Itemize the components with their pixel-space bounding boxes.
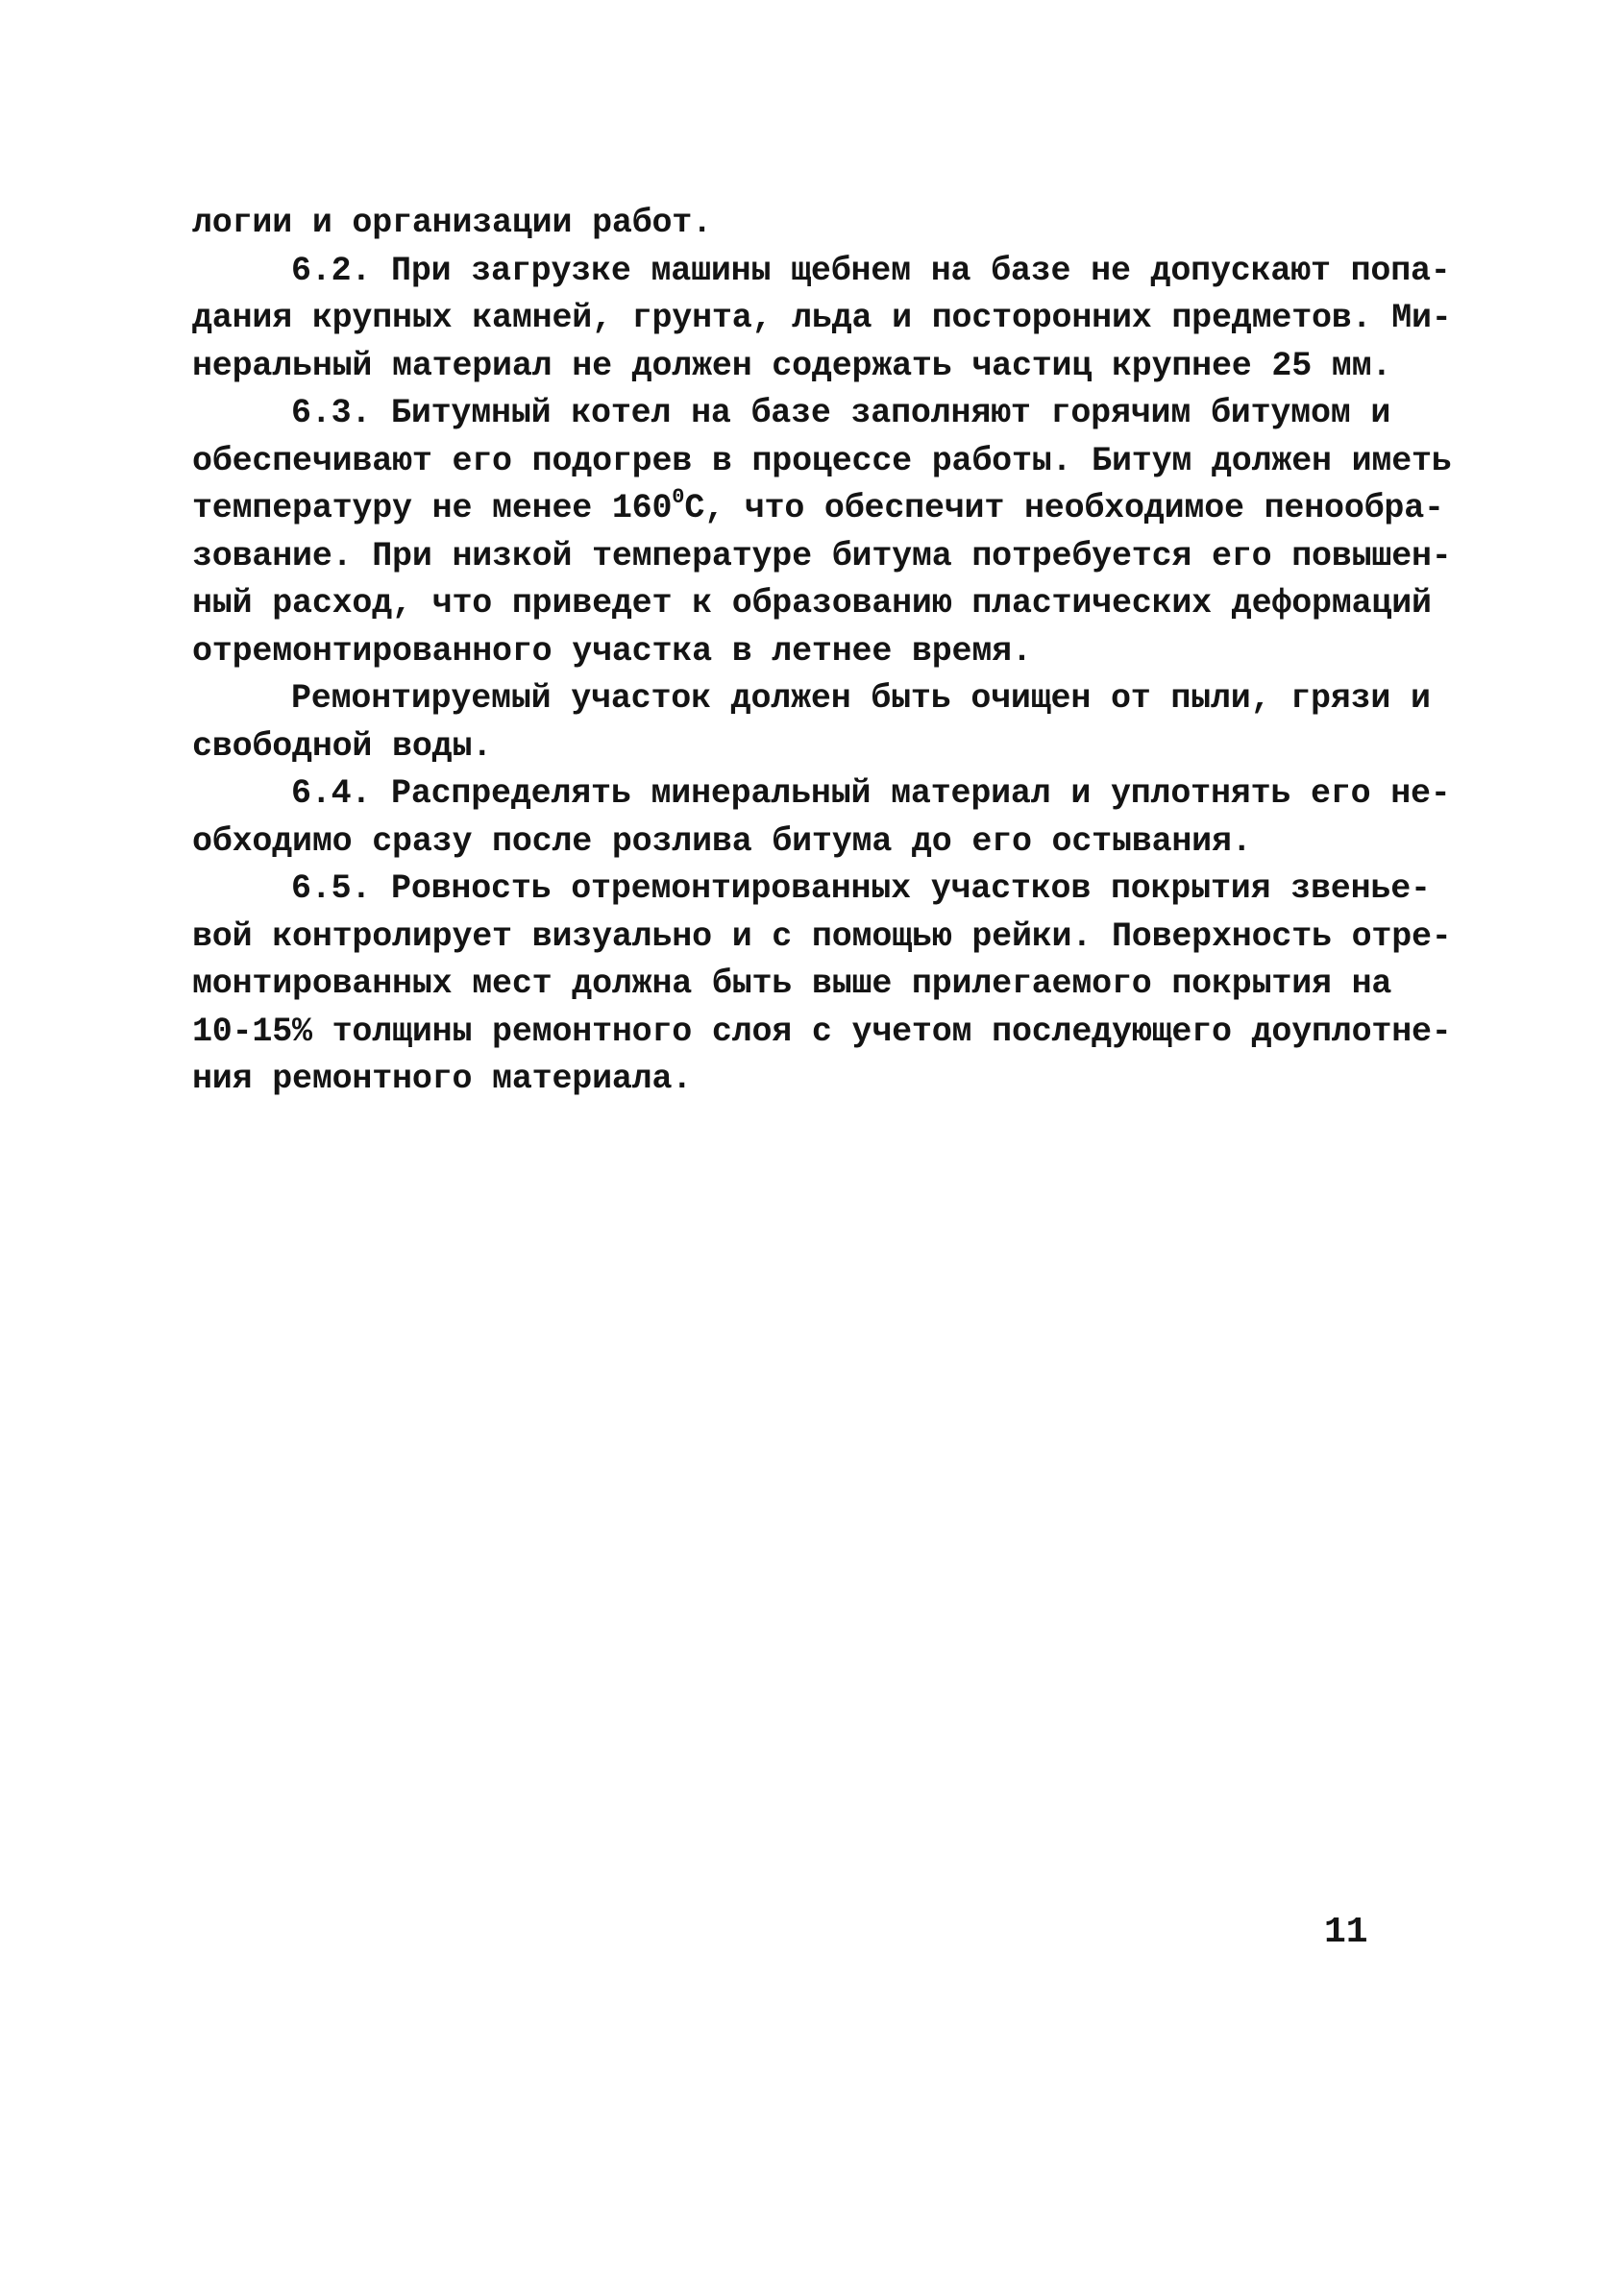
text-line: отремонтированного участка в летнее время. xyxy=(192,631,1032,671)
body-text xyxy=(192,200,1452,1104)
page-number: 11 xyxy=(1324,1912,1368,1953)
text-line: 6.4. Распределять минеральный материал и уплотнять его не- xyxy=(291,774,1451,813)
text-line-with-superscript xyxy=(192,485,1444,533)
text-line: дания крупных камней, грунта, льда и посторонних предметов. Ми- xyxy=(192,299,1452,337)
text-line: монтированных мест должна быть выше прилегаемого покрытия на xyxy=(192,965,1392,1003)
text-line: неральный материал не должен содержать частиц крупнее 25 мм. xyxy=(192,346,1392,385)
text-line: вой контролирует визуально и с помощью рейки. Поверхность отре- xyxy=(192,916,1452,956)
text-line: ния ремонтного материала. xyxy=(192,1060,693,1098)
text-line-part: температуру не менее 160 xyxy=(192,489,673,527)
text-line: логии и организации работ. xyxy=(192,204,712,242)
text-line: обходимо сразу после розлива битума до его остывания. xyxy=(192,821,1252,861)
degree-superscript: 0 xyxy=(672,485,685,509)
text-line: 6.3. Битумный котел на базе заполняют горячим битумом и xyxy=(291,394,1391,432)
text-line: 6.2. При загрузке машины щебнем на базе не допускают попа- xyxy=(291,251,1451,290)
text-line: свободной воды. xyxy=(192,726,493,766)
text-line: 6.5. Ровность отремонтированных участков покрытия звенье- xyxy=(291,869,1431,908)
text-line: ный расход, что приведет к образованию пластических деформаций xyxy=(192,584,1432,623)
text-line-part: С, что обеспечит необходимое пенообра- xyxy=(684,489,1444,527)
text-line: 10-15% толщины ремонтного слоя с учетом последующего доуплотне- xyxy=(192,1012,1452,1051)
text-line: зование. При низкой температуре битума потребуется его повышен- xyxy=(192,536,1452,575)
text-line: обеспечивают его подогрев в процессе работы. Битум должен иметь xyxy=(192,441,1452,480)
text-line: Ремонтируемый участок должен быть очищен от пыли, грязи и xyxy=(291,679,1431,718)
